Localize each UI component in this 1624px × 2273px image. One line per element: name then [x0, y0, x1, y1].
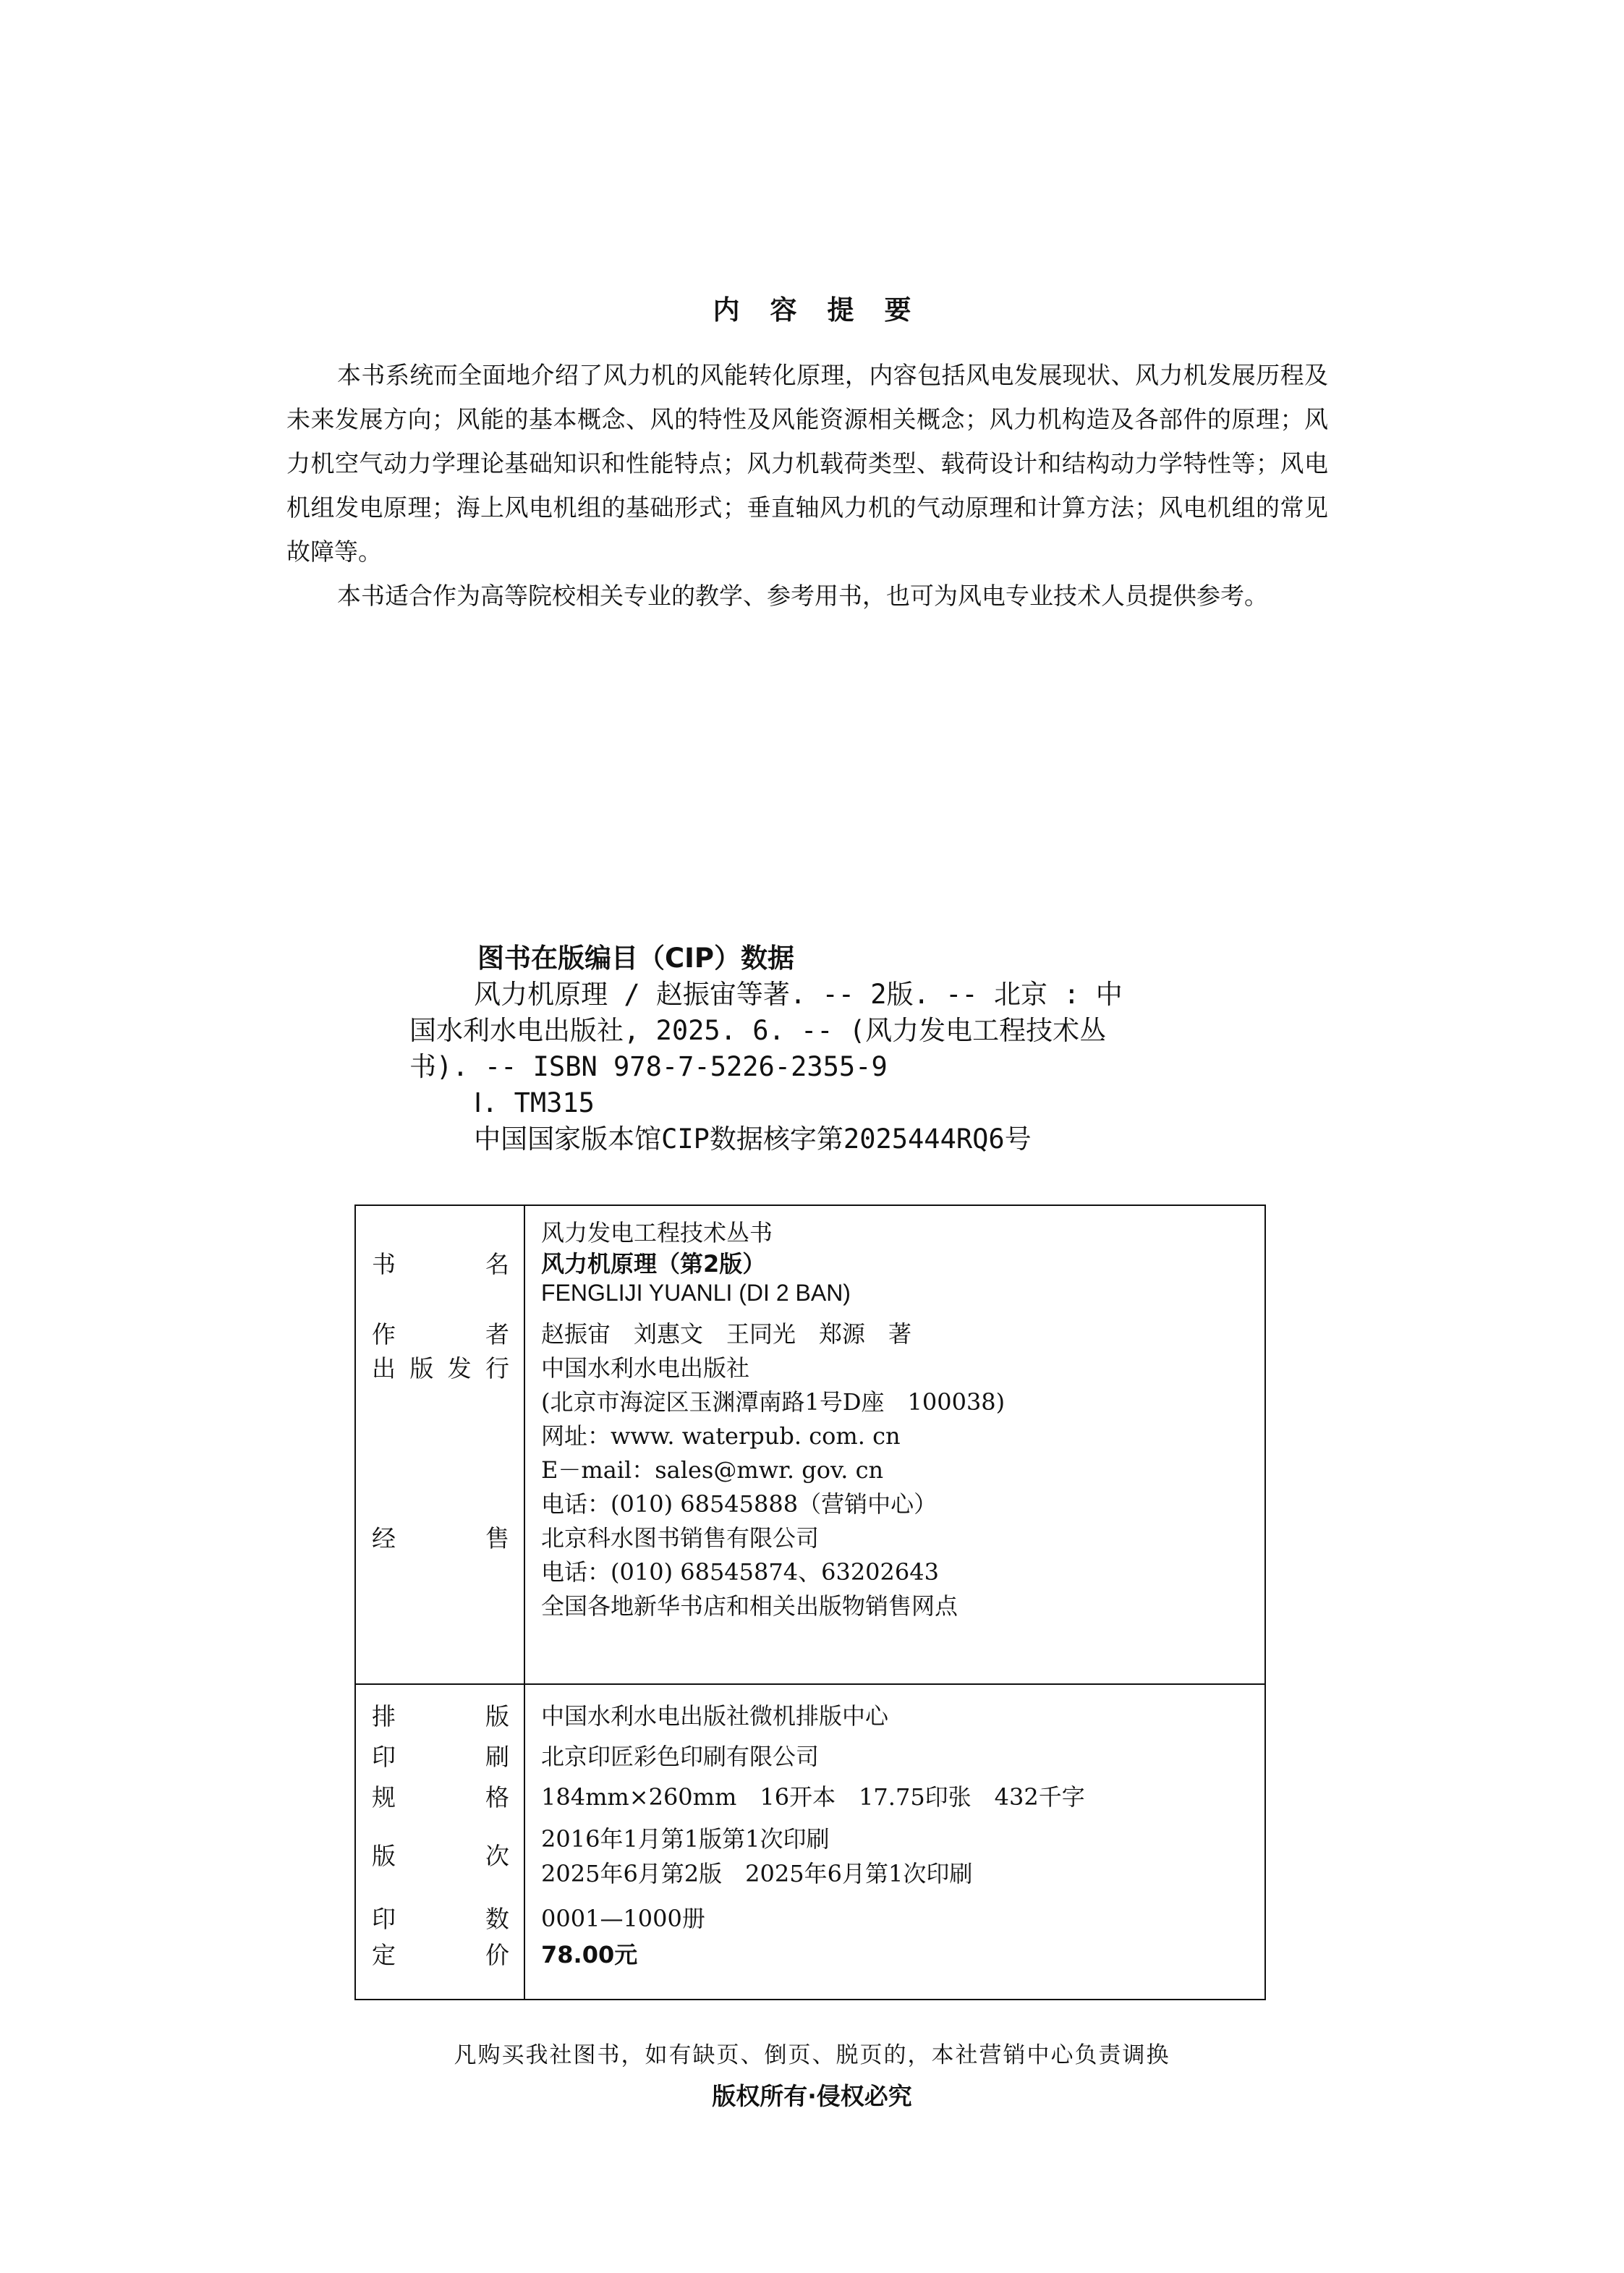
distributor-label: [372, 1520, 509, 1554]
label-char: 书: [372, 1250, 396, 1278]
print-count-label: [372, 1900, 509, 1934]
title-label: [372, 1246, 509, 1280]
cip-line: Ⅰ. TM315: [409, 1087, 595, 1118]
label-char: 数: [485, 1905, 509, 1933]
summary-title: 内容提要: [713, 294, 942, 326]
spec: 184mm×260mm 16开本 17.75印张 432千字: [541, 1783, 1085, 1811]
label-char: 规: [372, 1783, 396, 1811]
series-name: 风力发电工程技术丛书: [541, 1219, 773, 1246]
printing-label: [372, 1738, 509, 1772]
distributor-network: 全国各地新华书店和相关出版物销售网点: [541, 1592, 958, 1620]
label-char: 定: [372, 1941, 396, 1969]
table-divider-vertical: [524, 1206, 525, 1999]
label-char: 格: [485, 1783, 509, 1811]
publisher-label: [372, 1350, 509, 1384]
publisher: 中国水利水电出版社: [541, 1354, 750, 1382]
publisher-website: 网址：www. waterpub. com. cn: [541, 1422, 901, 1450]
spec-label: [372, 1779, 509, 1813]
publisher-phone: 电话：(010) 68545888（营销中心）: [541, 1490, 938, 1518]
summary-body: [286, 353, 1328, 618]
label-char: 版: [485, 1702, 509, 1730]
cip-line: 风力机原理 / 赵振宙等著. -- 2版. -- 北京 : 中: [409, 979, 1123, 1010]
print-count: 0001—1000册: [541, 1905, 705, 1932]
edition-label: [372, 1837, 509, 1871]
label-char: 名: [485, 1250, 509, 1278]
cip-line: 书). -- ISBN 978-7-5226-2355-9: [409, 1051, 888, 1082]
label-char: 作: [372, 1320, 396, 1348]
edition-first: 2016年1月第1版第1次印刷: [541, 1825, 830, 1853]
publisher-address: (北京市海淀区玉渊潭南路1号D座 100038): [541, 1388, 1006, 1416]
summary-paragraph: 本书系统而全面地介绍了风力机的风能转化原理，内容包括风电发展现状、风力机发展历程及未来发展方向；风能的基本概念、风的特性及风能资源相关概念；风力机构造及各部件的原理；风力机空气动力学理论基础知识和性能特点；风力机载荷类型、载荷设计和结构动力学特性等；风电机组发电原理；海上风电机组的基础形式；垂直轴风力机的气动原理和计算方法；风电机组的常见故障等。: [286, 361, 1328, 566]
author-label: [372, 1316, 509, 1350]
label-char: 发: [447, 1354, 472, 1382]
cip-block: [409, 940, 1123, 1157]
label-char: 版: [409, 1354, 434, 1382]
printing: 北京印匠彩色印刷有限公司: [541, 1743, 820, 1770]
copyright-notice: 版权所有·侵权必究: [712, 2082, 912, 2110]
cip-line: 国水利水电出版社, 2025. 6. -- (风力发电工程技术丛: [409, 1015, 1107, 1046]
summary-paragraph: 本书适合作为高等院校相关专业的教学、参考用书，也可为风电专业技术人员提供参考。: [337, 582, 1268, 610]
label-char: 印: [372, 1743, 396, 1771]
cip-line: 中国国家版本馆CIP数据核字第2025444RQ6号: [409, 1123, 1032, 1155]
price: 78.00元: [541, 1941, 638, 1968]
label-char: 者: [485, 1320, 509, 1348]
label-char: 刷: [485, 1743, 509, 1771]
copyright-table: [354, 1205, 1266, 2000]
publisher-email: E－mail：sales@mwr. gov. cn: [541, 1456, 884, 1484]
label-char: 排: [372, 1702, 396, 1730]
typesetting: 中国水利水电出版社微机排版中心: [541, 1702, 889, 1730]
price-label: [372, 1937, 509, 1971]
distributor: 北京科水图书销售有限公司: [541, 1524, 820, 1552]
label-char: 印: [372, 1905, 396, 1933]
book-title: 风力机原理（第2版）: [541, 1250, 766, 1278]
cip-heading: 图书在版编目（CIP）数据: [477, 943, 795, 974]
label-char: 行: [485, 1354, 509, 1382]
label-char: 版: [372, 1842, 396, 1870]
label-char: 出: [372, 1354, 396, 1382]
authors: 赵振宙 刘惠文 王同光 郑源 著: [541, 1320, 912, 1348]
label-char: 价: [485, 1941, 509, 1969]
label-char: 经: [372, 1524, 396, 1552]
label-char: 次: [485, 1842, 509, 1870]
book-title-pinyin: FENGLIJI YUANLI (DI 2 BAN): [541, 1280, 851, 1306]
distributor-phone: 电话：(010) 68545874、63202643: [541, 1558, 939, 1586]
exchange-notice: 凡购买我社图书，如有缺页、倒页、脱页的，本社营销中心负责调换: [454, 2042, 1170, 2068]
edition-second: 2025年6月第2版 2025年6月第1次印刷: [541, 1860, 973, 1887]
table-divider-horizontal: [356, 1683, 1264, 1685]
typesetting-label: [372, 1698, 509, 1732]
label-char: 售: [485, 1524, 509, 1552]
